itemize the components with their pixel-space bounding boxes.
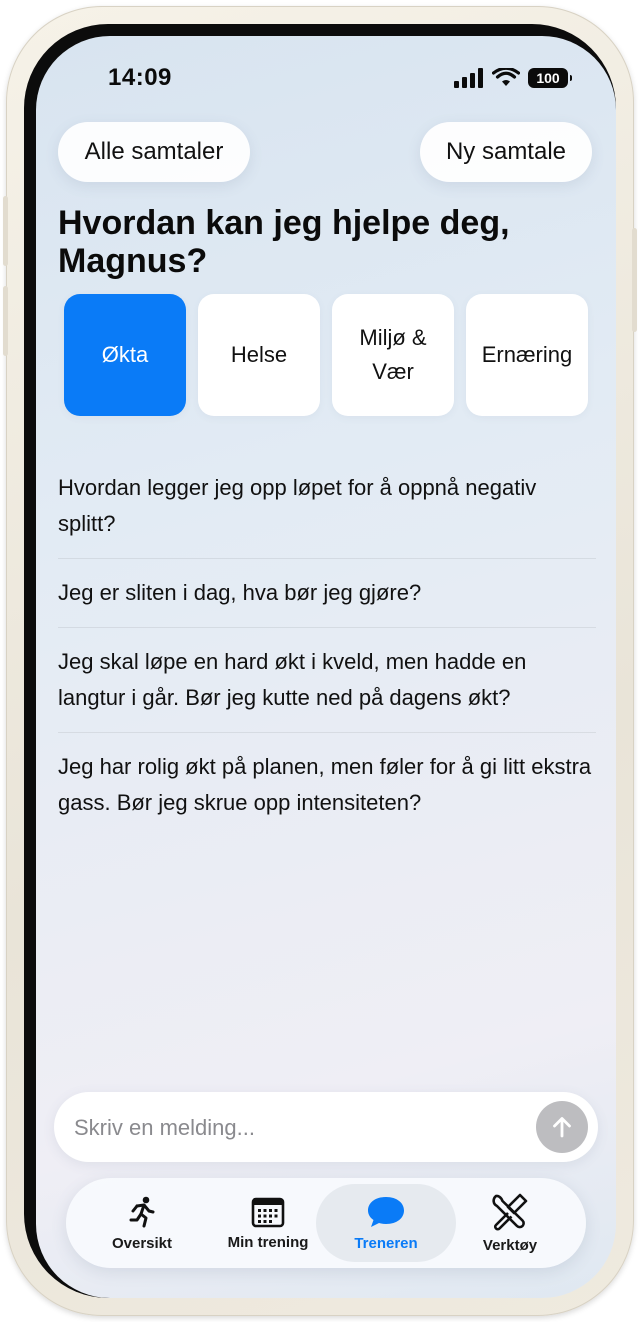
message-composer xyxy=(54,1092,598,1162)
screen xyxy=(36,36,616,1298)
cellular-signal-icon xyxy=(454,68,484,88)
tab-verktoy[interactable] xyxy=(440,1184,580,1262)
tab-label: Verktøy xyxy=(482,1236,538,1254)
wifi-icon xyxy=(492,68,520,88)
page-title: Hvordan kan jeg hjelpe deg, Magnus? xyxy=(58,204,510,280)
message-input[interactable] xyxy=(72,1092,516,1164)
category-okta[interactable] xyxy=(64,294,186,416)
suggested-question[interactable]: Hvordan legger jeg opp løpet for å oppnå negativ splitt? xyxy=(58,454,596,559)
category-miljo-vaer[interactable] xyxy=(332,294,454,416)
status-icons xyxy=(454,68,568,88)
volume-up-button xyxy=(3,196,8,266)
suggested-question[interactable]: Jeg har rolig økt på planen, men føler for å gi litt ekstra gass. Bør jeg skrue opp intensiteten? xyxy=(58,754,592,815)
power-button xyxy=(632,228,637,332)
category-helse[interactable] xyxy=(198,294,320,416)
tab-oversikt[interactable] xyxy=(72,1184,212,1262)
volume-down-button xyxy=(3,286,8,356)
new-conversation-button[interactable]: Ny samtale xyxy=(420,122,592,182)
tab-label: Oversikt xyxy=(111,1234,173,1252)
battery-indicator xyxy=(528,68,568,88)
category-ernaering[interactable] xyxy=(466,294,588,416)
category-label: Miljø & Vær xyxy=(359,325,427,384)
suggested-questions xyxy=(58,454,596,837)
status-time: 14:09 xyxy=(108,64,172,91)
suggested-question[interactable]: Jeg skal løpe en hard økt i kveld, men hadde en langtur i går. Bør jeg kutte ned på dagens økt? xyxy=(58,628,596,733)
tab-treneren[interactable] xyxy=(316,1184,456,1262)
category-label: Ernæring xyxy=(481,342,573,367)
category-label: Økta xyxy=(101,342,149,367)
category-label: Helse xyxy=(230,342,288,367)
send-button[interactable] xyxy=(536,1101,588,1153)
tab-label: Min trening xyxy=(227,1233,309,1251)
battery-level: 100 xyxy=(536,70,560,86)
category-selector xyxy=(64,294,588,416)
tab-label: Treneren xyxy=(354,1234,418,1252)
tab-bar xyxy=(66,1178,586,1268)
chat-bubble-icon xyxy=(366,1195,406,1229)
calendar-icon xyxy=(251,1196,285,1228)
all-conversations-button[interactable]: Alle samtaler xyxy=(58,122,250,182)
suggested-question[interactable]: Jeg er sliten i dag, hva bør jeg gjøre? xyxy=(58,559,596,628)
arrow-up-icon xyxy=(549,1114,575,1140)
running-icon xyxy=(125,1195,159,1229)
tools-icon xyxy=(490,1193,530,1231)
phone-frame xyxy=(6,6,634,1316)
